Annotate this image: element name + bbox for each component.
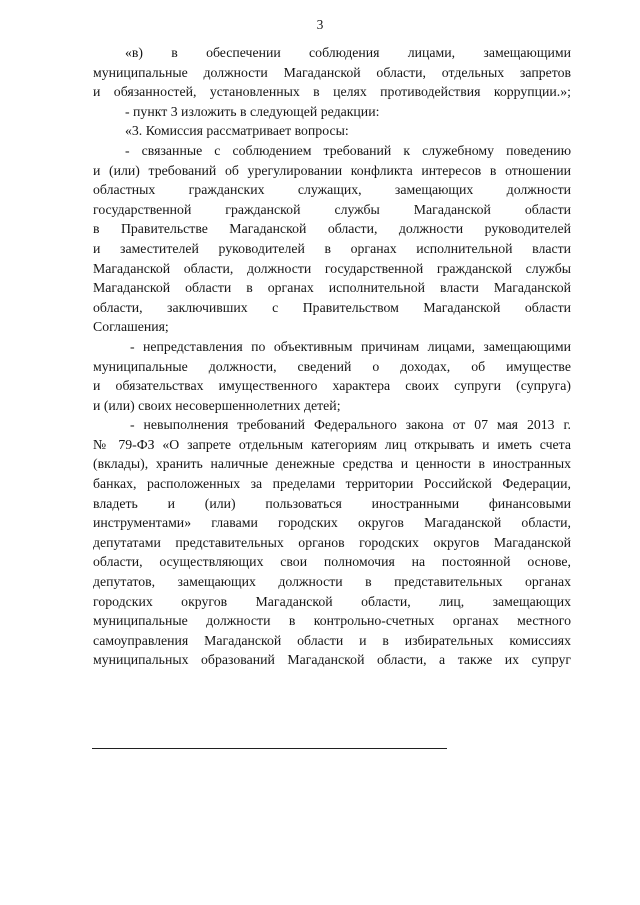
text-line: № 79-ФЗ «О запрете отдельным категориям лиц открывать и иметь счета [93, 436, 571, 452]
text-line: муниципальные должности Магаданской области, отдельных запретов [93, 64, 571, 80]
text-line: самоуправления Магаданской области и в избирательных комиссиях [93, 632, 571, 648]
text-line: Соглашения; [93, 319, 169, 335]
text-line: - связанные с соблюдением требований к служебному поведению [125, 142, 571, 158]
text-line: муниципальные должности в контрольно-счетных органах местного [93, 613, 571, 629]
text-line: и обязательствах имущественного характера своих супруги (супруга) [93, 378, 571, 394]
text-line: области, заключивших с Правительством Магаданской области [93, 299, 571, 315]
text-line: депутатами представительных органов городских округов Магаданской [93, 534, 571, 550]
text-line: - пункт 3 изложить в следующей редакции: [125, 103, 380, 119]
text-line: владеть и (или) пользоваться иностранными финансовыми [93, 495, 571, 511]
text-line: «3. Комиссия рассматривает вопросы: [125, 123, 349, 139]
text-line: области, осуществляющих свои полномочия на постоянной основе, [93, 554, 571, 570]
text-line: «в) в обеспечении соблюдения лицами, замещающими [125, 45, 571, 60]
text-line: депутатов, замещающих должности в представительных органах [93, 574, 571, 590]
text-line: муниципальные должности, сведений о доходах, об имуществе [93, 358, 571, 374]
text-line: государственной гражданской службы Магаданской области [93, 201, 571, 217]
text-line: и (или) своих несовершеннолетних детей; [93, 397, 341, 413]
text-line: (вклады), хранить наличные денежные средства и ценности в иностранных [93, 456, 571, 472]
text-line: областных гражданских служащих, замещающих должности [93, 182, 571, 198]
text-line: в Правительстве Магаданской области, должности руководителей [93, 221, 571, 237]
text-line: - невыполнения требований Федерального закона от 07 мая 2013 г. [130, 417, 571, 433]
text-line: и (или) требований об урегулировании конфликта интересов в отношении [93, 162, 571, 178]
text-line: Магаданской области в органах исполнительной власти Магаданской [93, 280, 571, 296]
text-line: и обязанностей, установленных в целях противодействия коррупции.»; [93, 84, 571, 100]
text-line: муниципальных образований Магаданской области, а также их супруг [93, 652, 571, 668]
text-line: инструментами» главами городских округов Магаданской области, [93, 515, 571, 531]
text-line: и заместителей руководителей в органах исполнительной власти [93, 240, 571, 256]
text-line: городских округов Магаданской области, лиц, замещающих [93, 593, 571, 609]
text-line: банках, расположенных за пределами территории Российской Федерации, [93, 476, 571, 492]
text-line: - непредставления по объективным причинам лицами, замещающими [130, 338, 571, 354]
page-number: 3 [316, 17, 324, 32]
footnote-separator-rule [92, 748, 447, 749]
document-body [93, 43, 571, 670]
text-line: Магаданской области, должности государственной гражданской службы [93, 260, 571, 276]
